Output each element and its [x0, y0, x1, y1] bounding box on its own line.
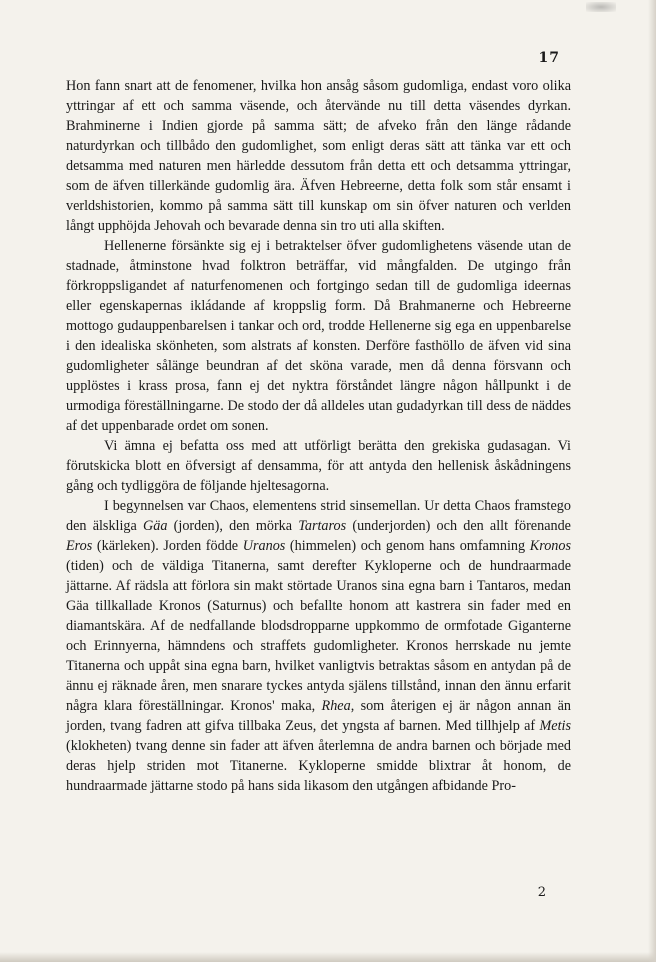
- ink-smudge: [586, 2, 616, 12]
- text-run: I begynnelsen var Chaos, elementens strid sinsemellan. Ur detta Chaos framstego den älskliga: [66, 498, 571, 534]
- italic-term: Eros: [66, 538, 93, 554]
- text-run: (kärleken). Jorden födde: [92, 538, 243, 554]
- signature-mark: 2: [537, 885, 546, 900]
- text-run: Hellenerne försänkte sig ej i betraktelser öfver gudomlighetens väsende utan de stadnade, åtminstone hvad folktron beträffar, vid mångfalden. De utgingo från förkroppsligandet af naturfenomenen och fortgingo sedan till de gudomliga ideernas eller egenskapernas ikládande af kroppslig form. Då Brahmanerne och Hebreerne mottogo gudauppenbarelsen i tankar och ord, trodde Hellenerne sig ega en uppenbarelse i den idealiska skönheten, som alstrats af konsten. Derföre fasthöllo de äfven vid sina gudomligheter sålänge beundran af det sköna varade, men då denna försvann och upplöstes i krass prosa, fann ej det nyktra förståndet längre någon hållpunkt i de urmodiga föreställningarne. De stodo der då alldeles utan gudadyrkan till dess de näddes af det uppenbarade ordet om sonen.: [66, 238, 571, 434]
- paragraph: [66, 496, 571, 796]
- text-run: (tiden) och de väldiga Titanerna, samt derefter Kykloperne och de hundraarmade jättarne. Af rädsla att förlora sin makt störtade Uranos sina egna barn i Tantaros, medan Gäa tillkallade Kronos (Saturnus) och befallte honom att kastrera sin fader med en diamantskära. Af de nedfallande blodsdropparne uppkommo de ormfotade Giganterne och Erinnyerna, hämndens och straffets gudomligheter. Kronos herrskade nu jemte Titanerna och uppåt sina egna barn, hvilket vanligtvis betraktas såsom en antydan på de ännu ej räknade åren, men snarare tyckes antyda själens tillstånd, innan den ännu erfarit några klara föreställningar. Kronos' maka,: [66, 558, 571, 714]
- paragraph: [66, 236, 571, 436]
- italic-term: Kronos: [529, 538, 571, 554]
- italic-term: Metis: [539, 718, 571, 734]
- text-run: Hon fann snart att de fenomener, hvilka hon ansåg såsom gudomliga, endast voro olika yttringar af ett och samma väsende, och återvände nu till detta väsendes dyrkan. Brahminerne i Indien gjorde på samma sätt; de afveko från den länge rådande naturdyrkan och tillbådo den gudomlighet, som enligt deras sätt att tänka var ett och detsamma med naturen men härledde dessutom från detta ett och detsamma yttringar, som de äfven tillerkände gudomlig ära. Äfven Hebreerne, detta folk som står ensamt i verldshistorien, kommo på samma sätt till kunskap om sin öfver naturen och verlden långt upphöjda Jehovah och bevarade denna sin tro uti alla skiften.: [66, 78, 571, 234]
- text-run: (himmelen) och genom hans omfamning: [285, 538, 530, 554]
- italic-term: Gäa: [143, 518, 168, 534]
- body-text: [66, 76, 571, 796]
- paragraph: [66, 436, 571, 496]
- text-run: Vi ämna ej befatta oss med att utförligt berätta den grekiska gudasagan. Vi förutskicka blott en öfversigt af densamma, för att antyda den hellenisk åskådningens gång och tydliggöra de följande hjeltesagorna.: [66, 438, 571, 494]
- italic-term: Tartaros: [298, 518, 347, 534]
- page-edge-right: [648, 0, 656, 962]
- text-run: (jorden), den mörka: [167, 518, 299, 534]
- page-number: 17: [538, 50, 560, 66]
- italic-term: Uranos: [242, 538, 286, 554]
- text-run: (klokheten) tvang denne sin fader att äfven återlemna de andra barnen och började med deras hjelp striden mot Titanerne. Kykloperne smidde blixtrar åt honom, de hundraarmade jättarne stodo på hans sida likasom den utgången afbidande Pro-: [66, 738, 571, 794]
- italic-term: Rhea: [321, 698, 351, 714]
- text-run: (underjorden) och den allt förenande: [346, 518, 571, 534]
- paragraph: [66, 76, 571, 236]
- text-run: , som återigen ej är någon annan än jorden, tvang fadren att gifva tillbaka Zeus, det yngsta af barnen. Med tillhjelp af: [66, 698, 572, 734]
- page-edge-bottom: [0, 952, 656, 962]
